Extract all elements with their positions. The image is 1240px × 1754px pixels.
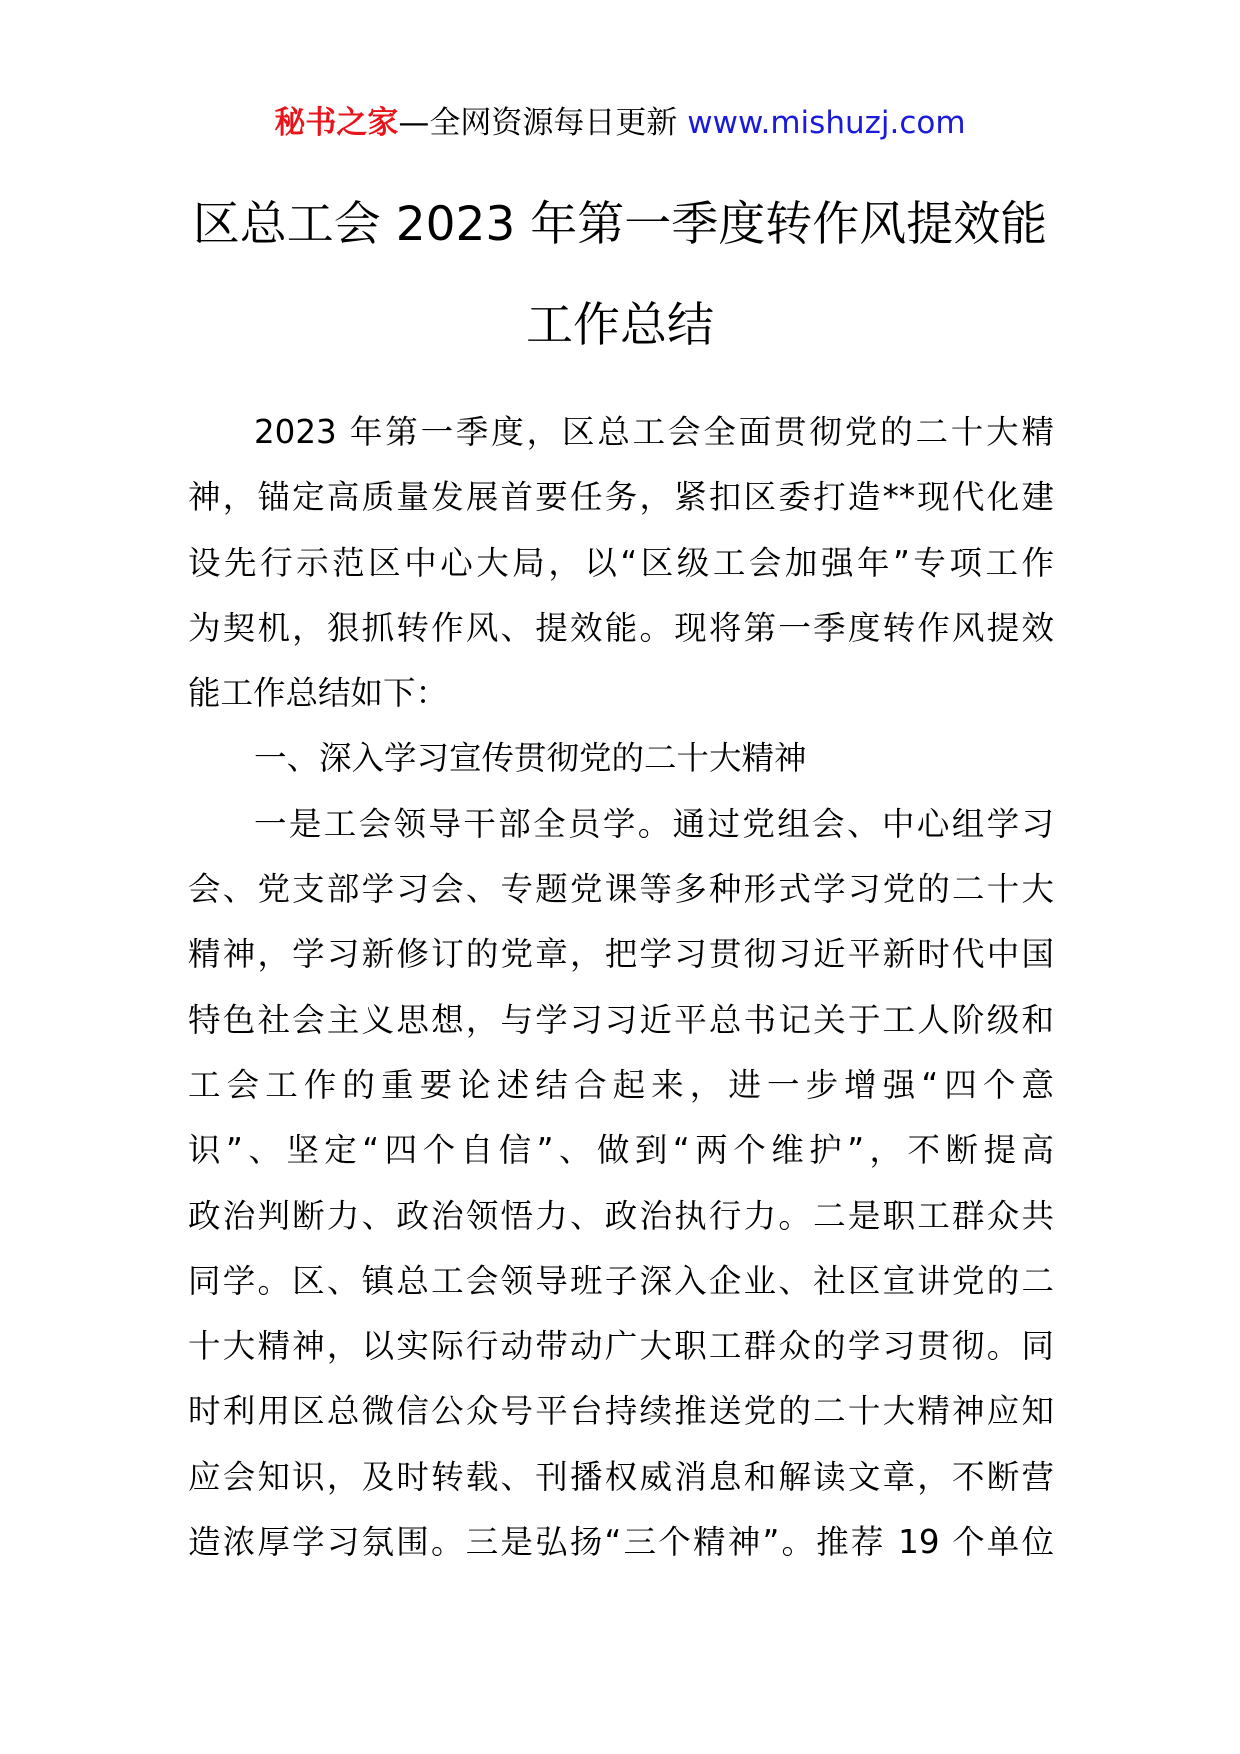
body-text-line: 设先行示范区中心大局，以“区级工会加强年”专项工作: [188, 543, 1054, 582]
body-text-line: 工会工作的重要论述结合起来，进一步增强“四个意: [188, 1065, 1054, 1104]
body-text-line: 同学。区、镇总工会领导班子深入企业、社区宣讲党的二: [188, 1261, 1054, 1300]
body-text-line: 一是工会领导干部全员学。通过党组会、中心组学习: [254, 804, 1054, 843]
body-text-line: 能工作总结如下：: [188, 674, 449, 713]
body-text-line: 十大精神，以实际行动带动广大职工群众的学习贯彻。同: [188, 1327, 1054, 1366]
body-text-line: 时利用区总微信公众号平台持续推送党的二十大精神应知: [188, 1392, 1054, 1431]
body-text-line: 识”、坚定“四个自信”、做到“两个维护”，不断提高: [188, 1131, 1054, 1170]
body-text-line: 造浓厚学习氛围。三是弘扬“三个精神”。推荐 19 个单位: [188, 1523, 1054, 1562]
body-text-line: 会、党支部学习会、专题党课等多种形式学习党的二十大: [188, 870, 1054, 909]
body-text-line: 神，锚定高质量发展首要任务，紧扣区委打造**现代化建: [188, 478, 1054, 517]
document-title-line-1: 区总工会 2023 年第一季度转作风提效能: [192, 197, 1048, 252]
body-text-line: 应会知识，及时转载、刊播权威消息和解读文章，不断营: [188, 1457, 1054, 1496]
body-text-line: 一、深入学习宣传贯彻党的二十大精神: [254, 739, 807, 778]
header-banner: [0, 100, 1240, 146]
document-title-line-2: 工作总结: [526, 298, 714, 353]
body-text-line: 为契机，狠抓转作风、提效能。现将第一季度转作风提效: [188, 608, 1054, 647]
body-text-line: 2023 年第一季度，区总工会全面贯彻党的二十大精: [254, 413, 1054, 451]
header-slogan: —全网资源每日更新: [398, 105, 678, 141]
body-text-line: 精神，学习新修订的党章，把学习贯彻习近平新时代中国: [188, 935, 1054, 974]
brand-name: 秘书之家: [274, 105, 399, 141]
site-url-link[interactable]: www.mishuzj.com: [687, 105, 966, 141]
body-text-line: 政治判断力、政治领悟力、政治执行力。二是职工群众共: [188, 1196, 1054, 1235]
document-body: [188, 400, 1054, 1575]
body-text-line: 特色社会主义思想，与学习习近平总书记关于工人阶级和: [188, 1000, 1054, 1039]
